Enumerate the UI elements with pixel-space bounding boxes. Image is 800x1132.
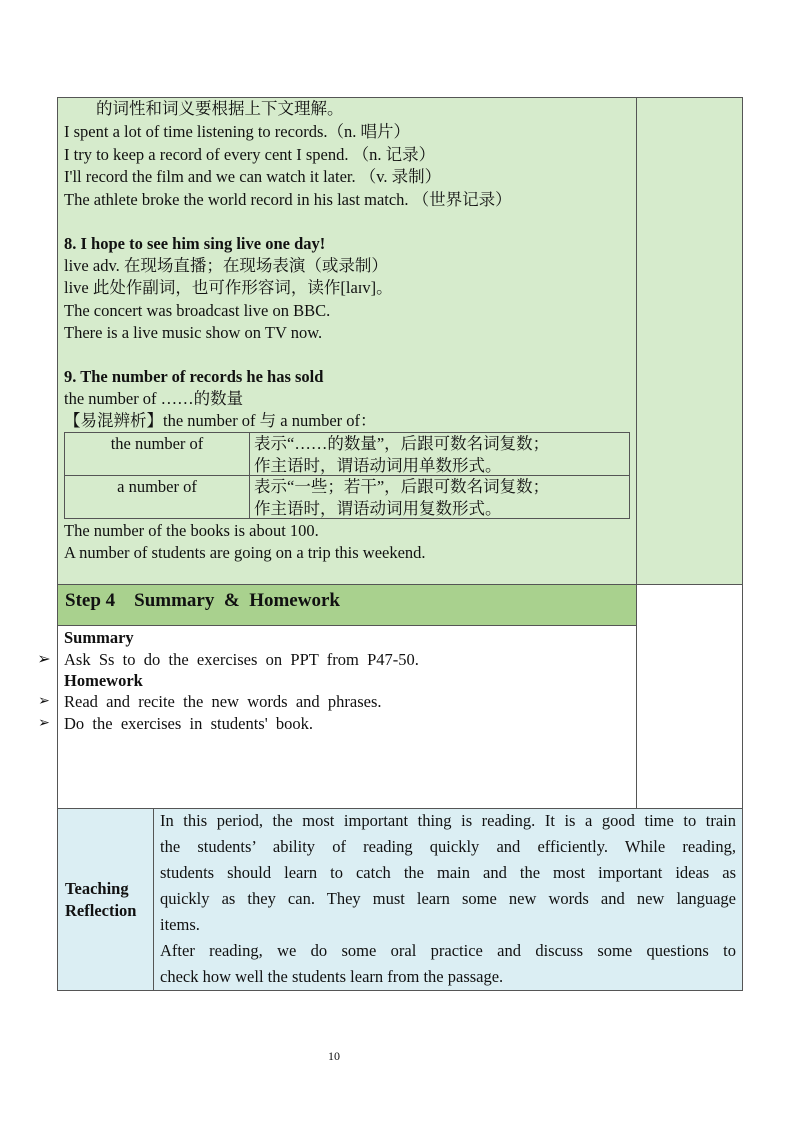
reflection-label: Reflection (65, 901, 137, 920)
table-term-cell (64, 475, 250, 519)
homework-item: Read and recite the new words and phrases. (64, 692, 382, 711)
note-line: the number of ……的数量 (64, 389, 244, 408)
bullet-arrow-icon: ➢ (38, 694, 50, 709)
note-line: 【易混辨析】the number of 与 a number of： (64, 411, 377, 430)
homework-item: Do the exercises in students' book. (64, 714, 314, 733)
note-line: 的词性和词义要根据上下文理解。 (96, 99, 344, 118)
summary-item: Ask Ss to do the exercises on PPT from P47-50. (64, 650, 419, 669)
note-line: There is a live music show on TV now. (64, 323, 323, 342)
reflection-label: Teaching (65, 879, 129, 898)
table-desc-cell (249, 432, 630, 476)
heading-9: 9. The number of records he has sold (64, 367, 324, 386)
table-desc: 表示“……的数量”，后跟可数名词复数； (254, 434, 550, 453)
side-cell-bottom (636, 584, 743, 809)
note-line: live 此处作副词，也可作形容词，读作[laɪv]。 (64, 278, 393, 297)
step4-title: Step 4 Summary & Homework (65, 590, 340, 611)
bullet-arrow-icon: ➢ (37, 651, 51, 668)
heading-8: 8. I hope to see him sing live one day! (64, 234, 326, 253)
page-number: 10 (328, 1049, 340, 1063)
table-desc: 作主语时，谓语动词用单数形式。 (254, 456, 502, 475)
note-line: I spent a lot of time listening to records.（n. 唱片） (64, 122, 410, 141)
table-term-cell (64, 432, 250, 476)
table-term: the number of (110, 434, 204, 453)
table-desc: 作主语时，谓语动词用复数形式。 (254, 499, 502, 518)
note-line: I'll record the film and we can watch it later. （v. 录制） (64, 167, 442, 186)
reflection-line: After reading, we do some oral practice and discuss some questions to (160, 941, 736, 960)
table-desc: 表示“一些；若干”，后跟可数名词复数； (254, 477, 550, 496)
note-line: The athlete broke the world record in his last match. （世界记录） (64, 190, 512, 209)
table-term: a number of (117, 477, 197, 496)
table-desc-cell (249, 475, 630, 519)
reflection-line: the students’ ability of reading quickly and efficiently. While reading, (160, 837, 736, 856)
example-line: A number of students are going on a trip this weekend. (64, 543, 426, 562)
bullet-arrow-icon: ➢ (38, 716, 50, 731)
note-line: I try to keep a record of every cent I spend. （n. 记录） (64, 145, 436, 164)
reflection-line: check how well the students learn from the passage. (160, 967, 504, 986)
reflection-line: In this period, the most important thing is reading. It is a good time to train (160, 811, 736, 830)
note-line: The concert was broadcast live on BBC. (64, 301, 331, 320)
reflection-line: students should learn to catch the main and the most important ideas as (160, 863, 736, 882)
reflection-line: items. (160, 915, 200, 934)
summary-label: Summary (64, 628, 134, 647)
reflection-line: quickly as they can. They must learn some new words and new language (160, 889, 736, 908)
homework-label: Homework (64, 671, 143, 690)
note-line: live adv. 在现场直播；在现场表演（或录制） (64, 256, 388, 275)
side-cell-top (636, 97, 743, 585)
example-line: The number of the books is about 100. (64, 521, 319, 540)
